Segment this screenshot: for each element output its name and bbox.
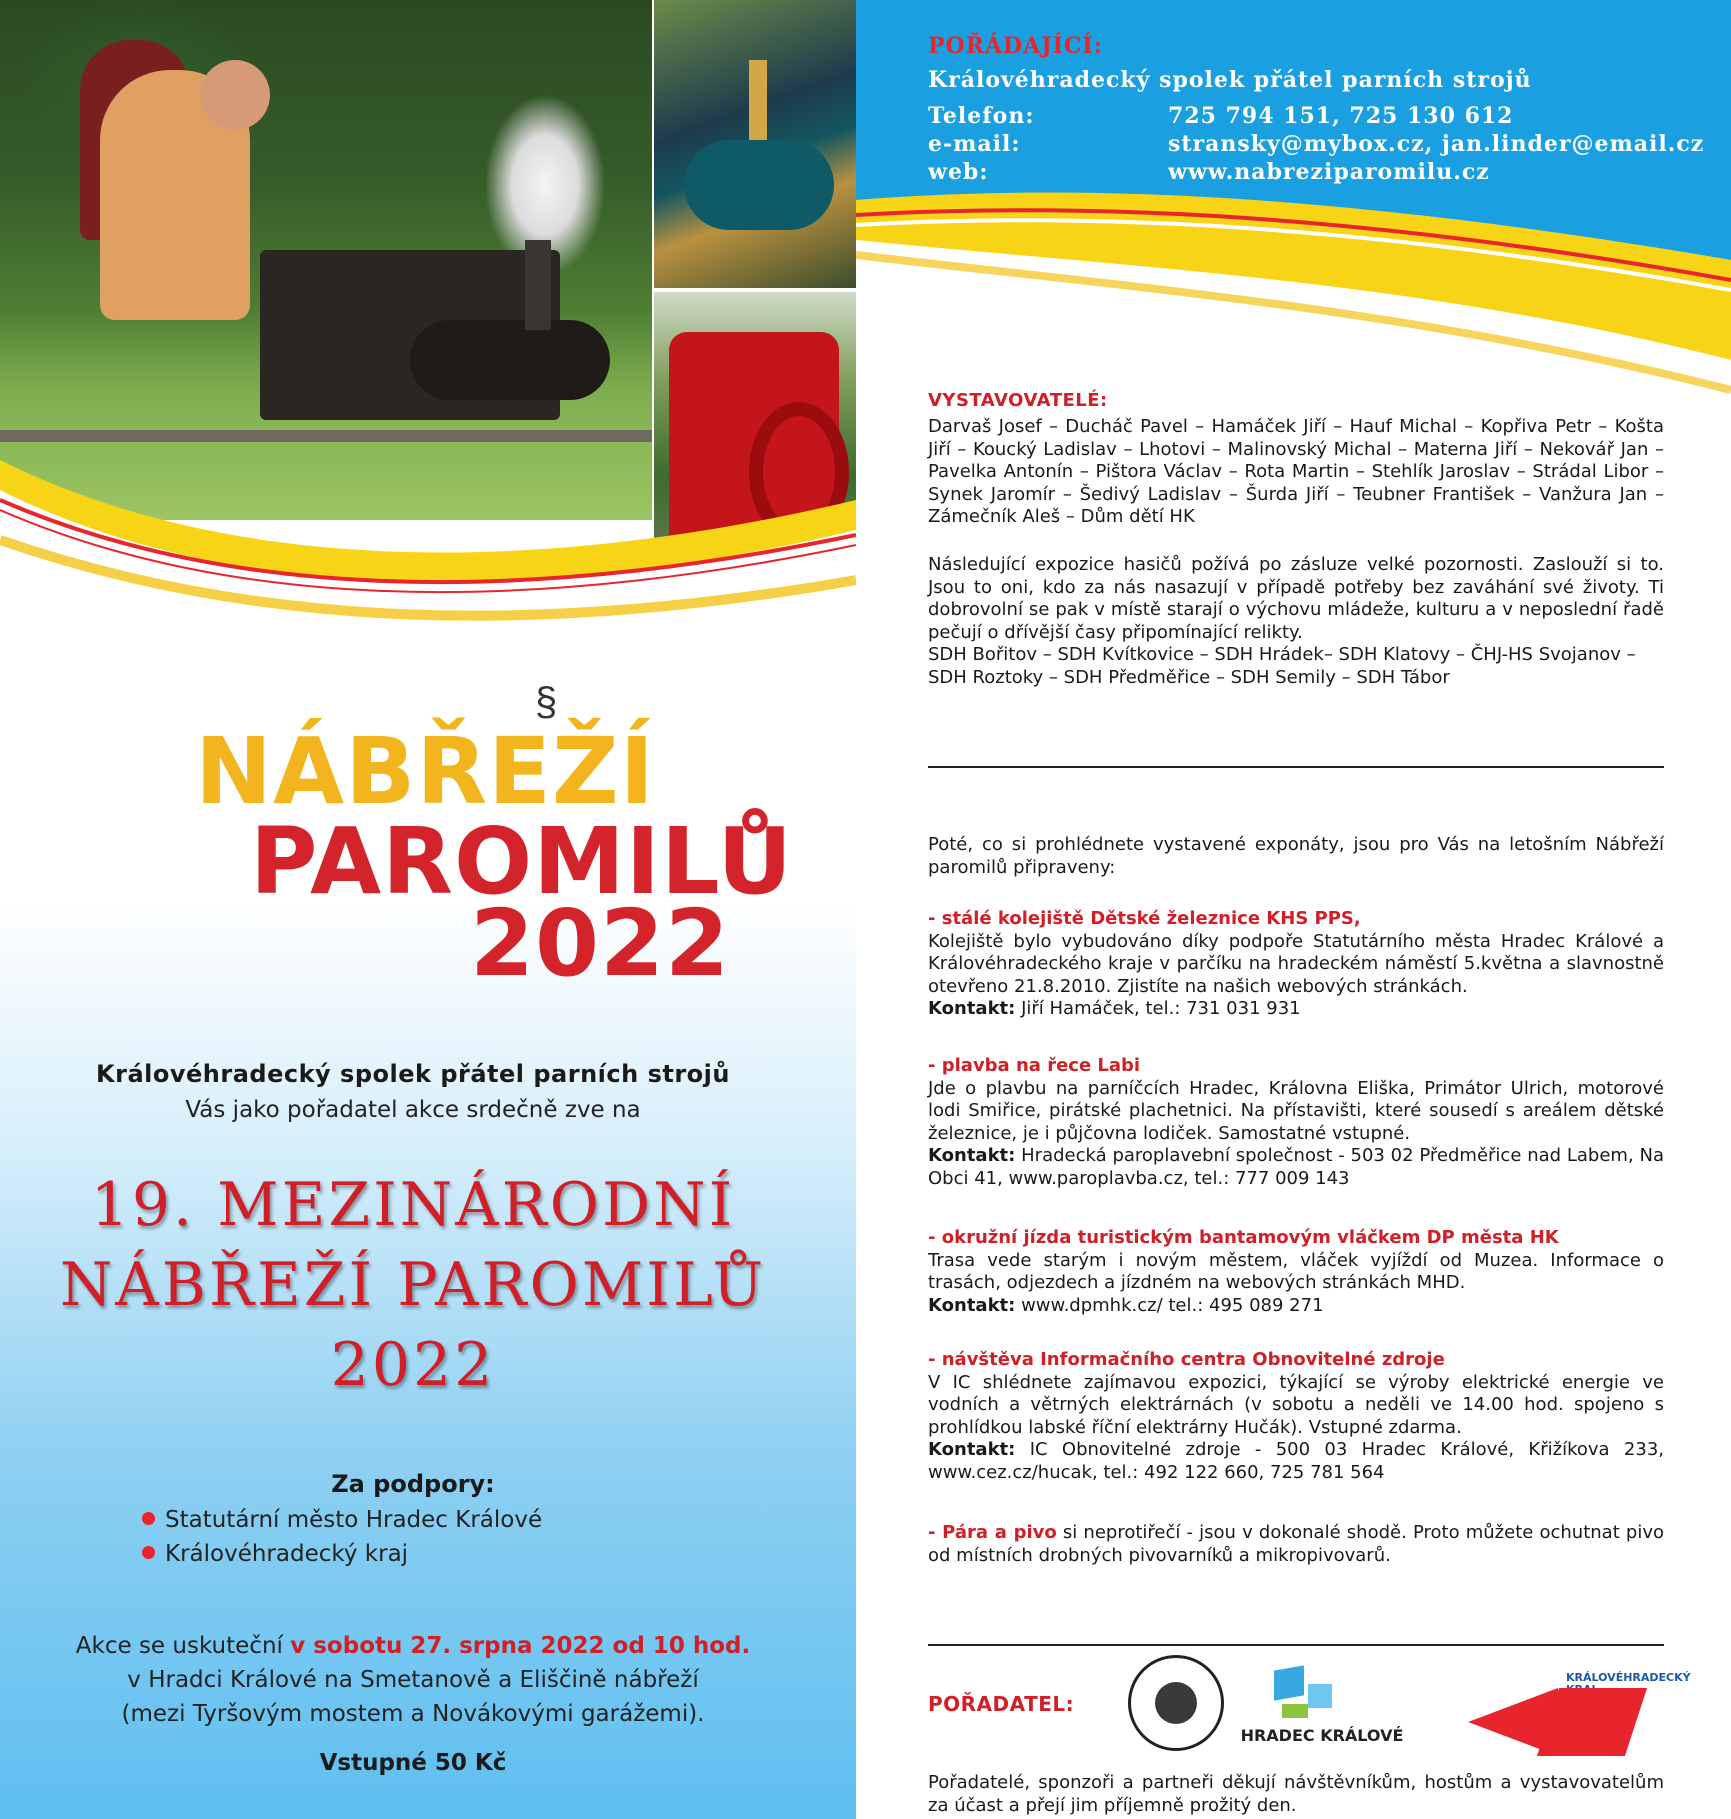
web-label: web:	[928, 159, 989, 185]
contact-label: Kontakt:	[928, 998, 1016, 1019]
hk-logo-shape	[1308, 1684, 1332, 1708]
activity-contact	[928, 998, 1664, 1021]
firemen-section	[928, 554, 1664, 689]
organizer-label: POŘADATEL:	[928, 1692, 1075, 1716]
event-location: v Hradci Králové na Smetanově a Eliščině nábřeží	[127, 1667, 699, 1693]
decorative-swoosh-right	[856, 160, 1731, 420]
logo-word-nabrezi: NÁBŘEŽÍ	[195, 718, 655, 825]
event-date-prefix: Akce se uskuteční	[75, 1633, 291, 1659]
contact-label: Kontakt:	[928, 1145, 1016, 1166]
support-item-label: Královéhradecký kraj	[165, 1541, 409, 1567]
logo-smoke-icon: §	[535, 680, 558, 724]
activities-intro: Poté, co si prohlédnete vystavené exponáty, jsou pro Vás na letošním Nábřeží paromilů připraveny:	[928, 834, 1664, 878]
activity-item	[928, 1227, 1664, 1317]
activity-title: - Pára a pivo	[928, 1522, 1057, 1543]
contact-label: Kontakt:	[928, 1439, 1016, 1460]
bullet-icon	[142, 1546, 155, 1559]
web-link[interactable]: www.nabreziparomilu.cz	[1168, 159, 1490, 185]
organizer-name: Královéhradecký spolek přátel parních strojů	[96, 1060, 730, 1088]
entry-fee: Vstupné 50 Kč	[319, 1750, 507, 1776]
event-location-detail: (mezi Tyršovým mostem a Novákovými garážemi).	[121, 1701, 705, 1727]
bullet-icon	[142, 1512, 155, 1525]
support-item	[142, 1541, 408, 1567]
photo-steam-engine-model	[654, 0, 856, 288]
exhibitors-list: Darvaš Josef – Ducháč Pavel – Hamáček Jiří – Hauf Michal – Kopřiva Petr – Košta Jiří – Koucký Ladislav – Lhotovi – Malinovský Michal – Materna Jiří – Nekovář Jan – Pavelka Antonín – Pištora Václav – Rota Martin – Stehlík Jaroslav – Strádal Libor – Synek Jaromír – Šedivý Ladislav – Šurda Jiří – Teubner František – Vanžura Jan – Zámečník Aleš – Dům dětí HK	[928, 416, 1664, 527]
photo-locomotive-chimney	[525, 240, 551, 330]
email-label: e-mail:	[928, 131, 1021, 157]
activity-title: - návštěva Informačního centra Obnovitelné zdroje	[928, 1349, 1445, 1370]
firemen-text: Následující expozice hasičů požívá po zásluze velké pozornosti. Zaslouží si to. Jsou to oni, kdo za nás nasazují v případě potřeby bez zaváhání své životy. Ti dobrovolní se pak v místě starají o výchovu mládeže, kulturu a v neposlední řadě pečují o dřívější časy připomínající relikty.	[928, 554, 1664, 643]
organizer-org: Královéhradecký spolek přátel parních strojů	[928, 67, 1532, 93]
activity-item	[928, 1055, 1664, 1190]
activity-contact	[928, 1145, 1664, 1190]
support-item-label: Statutární město Hradec Králové	[165, 1507, 543, 1533]
organizer-heading: POŘÁDAJÍCÍ:	[928, 33, 1103, 59]
event-title-line-3: 2022	[330, 1330, 496, 1400]
firemen-list: SDH Bořitov – SDH Kvítkovice – SDH Hrádek– SDH Klatovy – ČHJ-HS Svojanov – SDH Roztoky – SDH Předměřice – SDH Semily – SDH Tábor	[928, 644, 1636, 688]
phone-value: 725 794 151, 725 130 612	[1168, 103, 1514, 129]
kraj-logo	[1468, 1671, 1691, 1760]
contact-value: IC Obnovitelné zdroje - 500 03 Hradec Králové, Křižíkova 233, www.cez.cz/hucak, tel.: 492 122 660, 725 781 564	[928, 1439, 1664, 1483]
hradec-kralove-logo	[1212, 1662, 1432, 1752]
activity-contact	[928, 1439, 1664, 1484]
activity-text: Kolejiště bylo vybudováno díky podpoře Statutárního města Hradec Králové a Královéhradeckého kraje v parčíku na hradeckém náměstí 5.května a slavnostně otevřeno 21.8.2010. Zjistíte na našich webových stránkách.	[928, 930, 1664, 997]
logo-word-paromilu: PAROMILŮ	[250, 808, 794, 915]
activity-item	[928, 1522, 1664, 1567]
exhibitors-heading: VYSTAVOVATELÉ:	[928, 390, 1108, 411]
support-item	[142, 1507, 542, 1533]
photo-engine-tank	[684, 140, 834, 230]
logo-year: 2022	[470, 890, 731, 997]
hk-logo-shape	[1274, 1665, 1304, 1700]
contact-value: Hradecká paroplavební společnost - 503 02 Předměřice nad Labem, Na Obci 41, www.paroplavba.cz, tel.: 777 009 143	[928, 1145, 1664, 1189]
kraj-logo-text: KRÁLOVÉHRADECKÝ	[1566, 1671, 1691, 1684]
right-panel	[856, 0, 1731, 1819]
event-logo	[140, 680, 794, 997]
hk-logo-shape	[1282, 1704, 1308, 1718]
activity-item	[928, 908, 1664, 1021]
thanks-text: Pořadatelé, sponzoři a partneři děkují návštěvníkům, hostům a vystavovatelům za účast a přejí jim příjemně prožitý den.	[928, 1772, 1664, 1816]
activity-title: - stálé kolejiště Dětské železnice KHS PPS,	[928, 908, 1361, 929]
activity-title: - okružní jízda turistickým bantamovým vláčkem DP města HK	[928, 1227, 1559, 1248]
event-title-line-2: NÁBŘEŽÍ PAROMILŮ	[59, 1250, 767, 1320]
support-heading: Za podpory:	[331, 1470, 495, 1498]
photo-driver-head	[200, 60, 270, 130]
spolek-logo	[1128, 1655, 1224, 1751]
activity-contact	[928, 1295, 1664, 1318]
hk-logo-text: HRADEC KRÁLOVÉ	[1240, 1726, 1404, 1745]
activity-item	[928, 1349, 1664, 1484]
activity-text: Trasa vede starým i novým městem, vláček vyjíždí od Muzea. Informace o trasách, odjezdech a jízdném na webových stránkách MHD.	[928, 1249, 1664, 1293]
contact-label: Kontakt:	[928, 1294, 1016, 1316]
left-panel	[0, 0, 856, 1819]
contact-value: www.dpmhk.cz/ tel.: 495 089 271	[1015, 1294, 1324, 1316]
divider	[928, 1644, 1664, 1646]
photo-locomotive-boiler	[410, 320, 610, 400]
contact-value: Jiří Hamáček, tel.: 731 031 931	[1015, 998, 1301, 1019]
event-date-line	[0, 1633, 826, 1659]
invite-text: Vás jako pořadatel akce srdečně zve na	[185, 1097, 641, 1123]
event-title-line-1: 19. MEZINÁRODNÍ	[90, 1170, 736, 1240]
divider	[928, 766, 1664, 768]
activity-text: Jde o plavbu na parníčcích Hradec, Královna Eliška, Primátor Ulrich, motorové lodi Smiřice, pirátské plachetnici. Na přístavišti, které sousedí s areálem dětské železnice, je i půjčovna lodiček. Samostatné vstupné.	[928, 1077, 1664, 1144]
spolek-logo-roller-icon	[1155, 1682, 1197, 1724]
activity-text: si neprotiřečí - jsou v dokonalé shodě. Proto můžete ochutnat pivo od místních drobných pivovarníků a mikropivovarů.	[928, 1522, 1664, 1566]
activity-text: V IC shlédnete zajímavou expozici, týkající se výroby elektrické energie ve vodních a větrných elektrárnách (v sobotu a neděli ve 14.00 hod. spojeno s prohlídkou labské říční elektrárny Hučák). Vstupné zdarma.	[928, 1371, 1664, 1438]
email-link[interactable]: stransky@mybox.cz, jan.linder@email.cz	[1168, 131, 1705, 157]
event-date-highlight: v sobotu 27. srpna 2022 od 10 hod.	[290, 1633, 751, 1659]
activity-title: - plavba na řece Labi	[928, 1055, 1141, 1076]
phone-label: Telefon:	[928, 103, 1035, 129]
